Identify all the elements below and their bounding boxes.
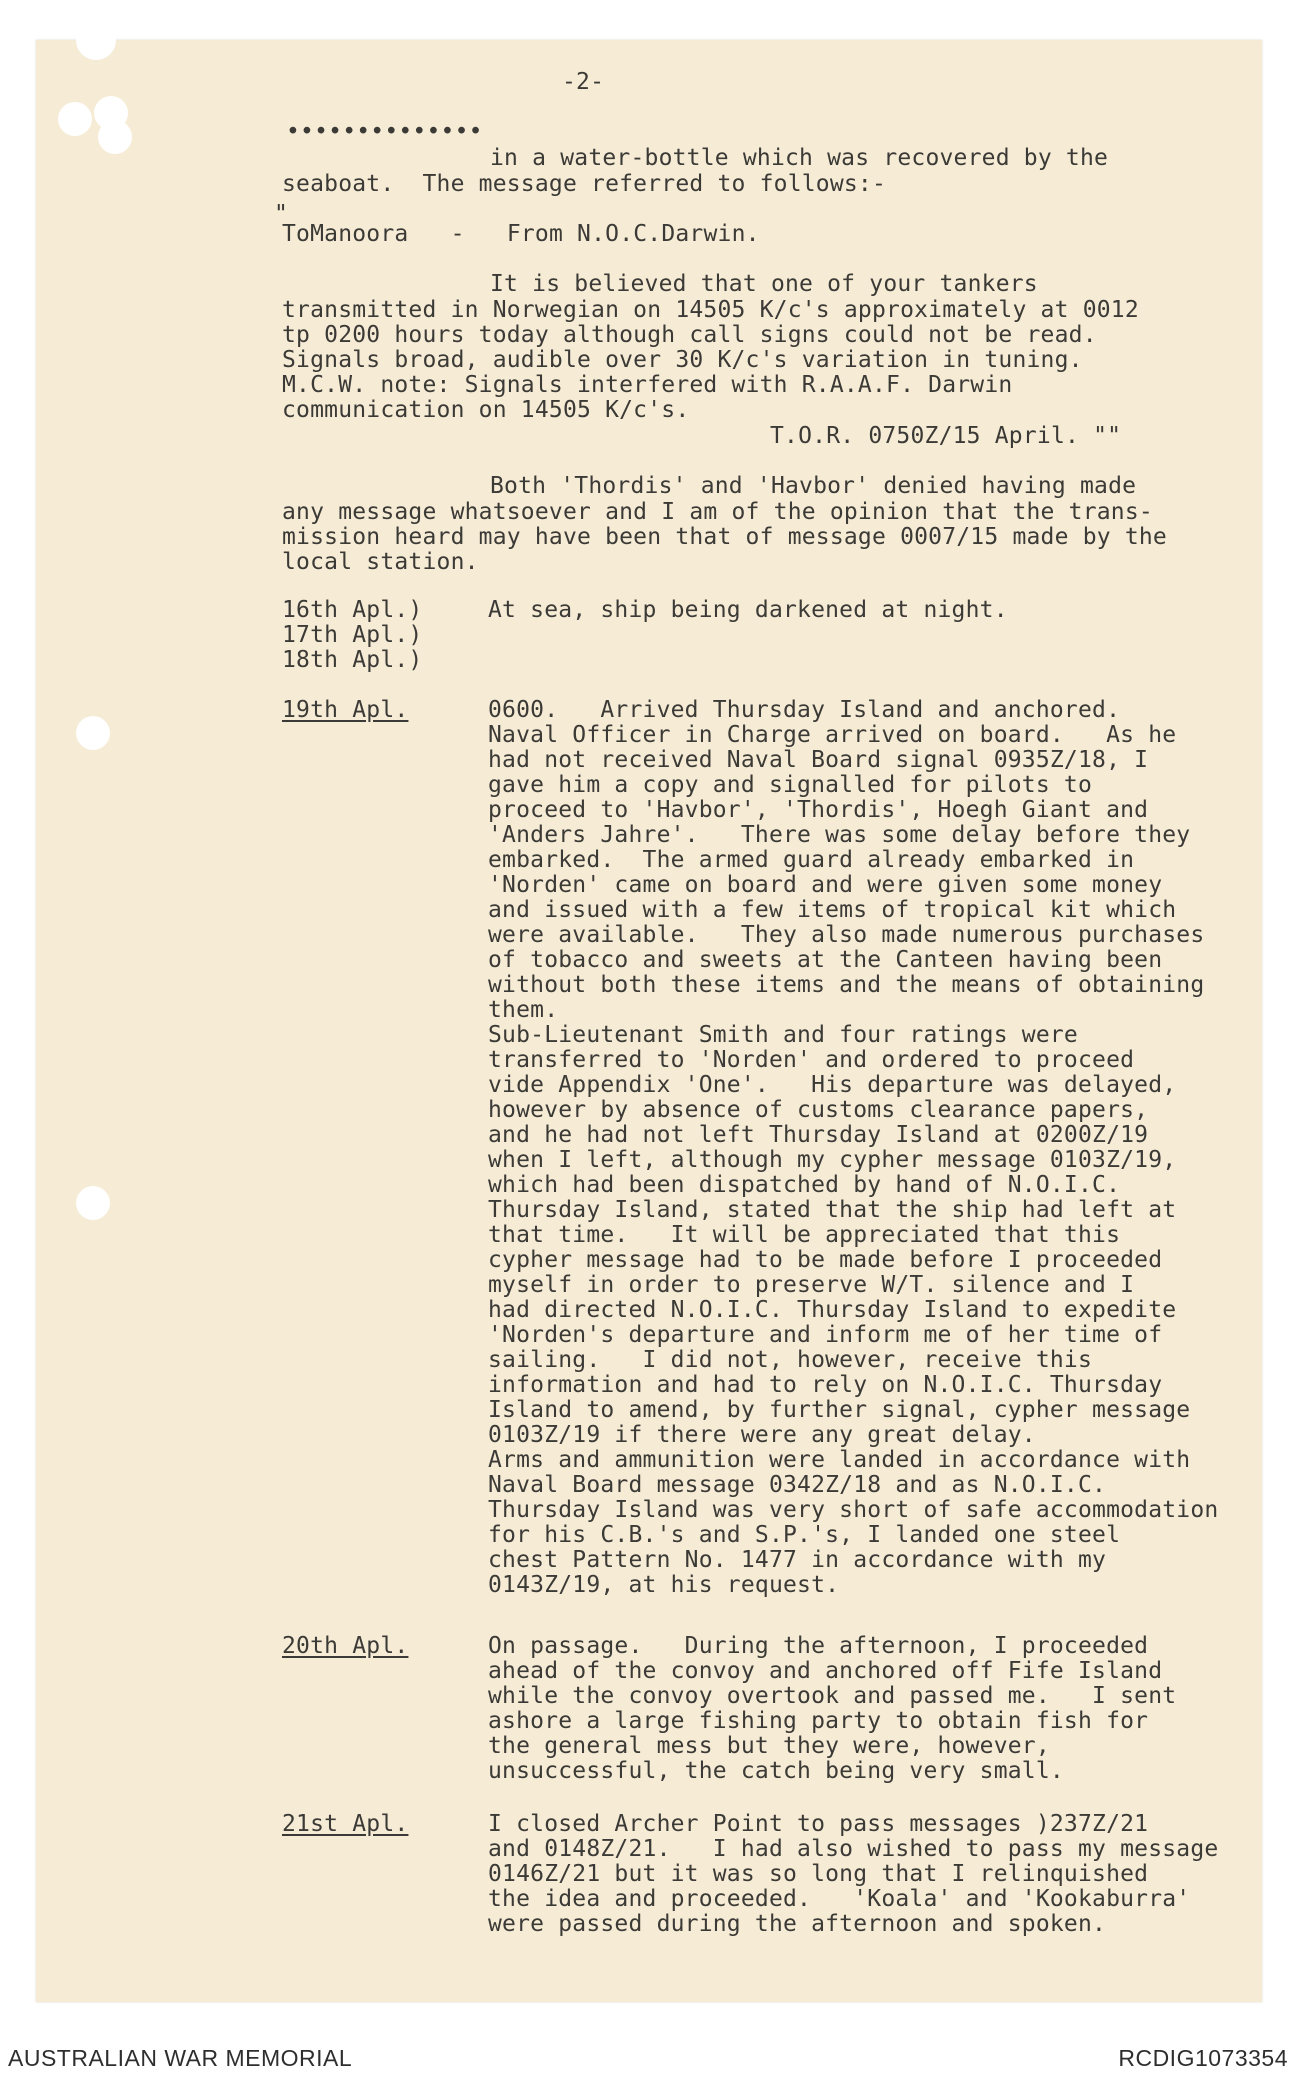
punch-hole bbox=[76, 716, 110, 750]
message-paragraph-body: transmitted in Norwegian on 14505 K/c's approximately at 0012 tp 0200 hours today although call signs could not be read. Signals broad, audible over 30 K/c's variation in tuning. M.C.W. note: Signals interfered with R.A.A.F. Darwin communication on 14505 K/c's. bbox=[282, 297, 1139, 423]
entry-text-21: I closed Archer Point to pass messages )237Z/21 and 0148Z/21. I had also wished to pass my message 0146Z/21 but it was so long that I relinquished the idea and proceeded. 'Koala' and 'Kookaburra' were passed during the afternoon and spoken. bbox=[488, 1811, 1219, 1937]
punch-hole bbox=[76, 1186, 110, 1220]
denial-paragraph-body: any message whatsoever and I am of the opinion that the trans- mission heard may have been that of message 0007/15 made by the local station. bbox=[282, 499, 1167, 575]
continuation-dots: •••••••••••••• bbox=[286, 119, 483, 145]
entry-date-20: 20th Apl. bbox=[282, 1633, 409, 1659]
punch-hole bbox=[58, 102, 92, 136]
message-to: ToManoora bbox=[282, 221, 409, 247]
footer-record-id: RCDIG1073354 bbox=[1118, 2045, 1288, 2071]
entry-date-19: 19th Apl. bbox=[282, 697, 409, 723]
message-header bbox=[282, 222, 760, 247]
punch-hole bbox=[98, 120, 132, 154]
entry-date-16-18: 16th Apl.) 17th Apl.) 18th Apl.) bbox=[282, 597, 423, 673]
entry-date-21: 21st Apl. bbox=[282, 1811, 409, 1837]
intro-line-1: in a water-bottle which was recovered by the bbox=[490, 145, 1109, 171]
message-from: From N.O.C.Darwin. bbox=[506, 221, 760, 247]
message-tor: T.O.R. 0750Z/15 April. "" bbox=[770, 423, 1122, 449]
message-paragraph-first-line: It is believed that one of your tankers bbox=[490, 271, 1038, 297]
footer-source: AUSTRALIAN WAR MEMORIAL bbox=[8, 2045, 353, 2071]
message-dash: - bbox=[450, 221, 465, 247]
entry-text-19: 0600. Arrived Thursday Island and anchored. Naval Officer in Charge arrived on board. As he had not received Naval Board signal 0935Z/18, I gave him a copy and signalled for pilots to proceed to 'Havbor', 'Thordis', Hoegh Giant and 'Anders Jahre'. There was some delay before they embarked. The armed guard already embarked in 'Norden' came on board and were given some money and issued with a few items of tropical kit which were available. They also made numerous purchases of tobacco and sweets at the Canteen having been without both these items and the means of obtaining them. Sub-Lieutenant Smith and four ratings were transferred to 'Norden' and ordered to proceed vide Appendix 'One'. His departure was delayed, however by absence of customs clearance papers, and he had not left Thursday Island at 0200Z/19 when I left, although my cypher message 0103Z/19, which had been dispatched by hand of N.O.I.C. Thursday Island, stated that the ship had left at that time. It will be appreciated that this cypher message had to be made before I proceeded myself in order to preserve W/T. silence and I had directed N.O.I.C. Thursday Island to expedite 'Norden's departure and inform me of her time of sailing. I did not, however, receive this information and had to rely on N.O.I.C. Thursday Island to amend, by further signal, cypher message 0103Z/19 if there were any great delay. Arms and ammunition were landed in accordance with Naval Board message 0342Z/18 and as N.O.I.C. Thursday Island was very short of safe accommodation for his C.B.'s and S.P.'s, I landed one steel chest Pattern No. 1477 in accordance with my 0143Z/19, at his request. bbox=[488, 697, 1219, 1598]
punch-hole bbox=[76, 20, 116, 60]
quote-open-mark: " bbox=[274, 201, 289, 227]
entry-text-20: On passage. During the afternoon, I proceeded ahead of the convoy and anchored off Fife Island while the convoy overtook and passed me. I sent ashore a large fishing party to obtain fish for the general mess but they were, however, unsuccessful, the catch being very small. bbox=[488, 1633, 1177, 1784]
page-number: -2- bbox=[562, 69, 605, 95]
intro-line-2: seaboat. The message referred to follows:- bbox=[282, 171, 887, 197]
entry-text-16-18: At sea, ship being darkened at night. bbox=[488, 597, 1008, 623]
denial-paragraph-first-line: Both 'Thordis' and 'Havbor' denied having made bbox=[490, 473, 1137, 499]
